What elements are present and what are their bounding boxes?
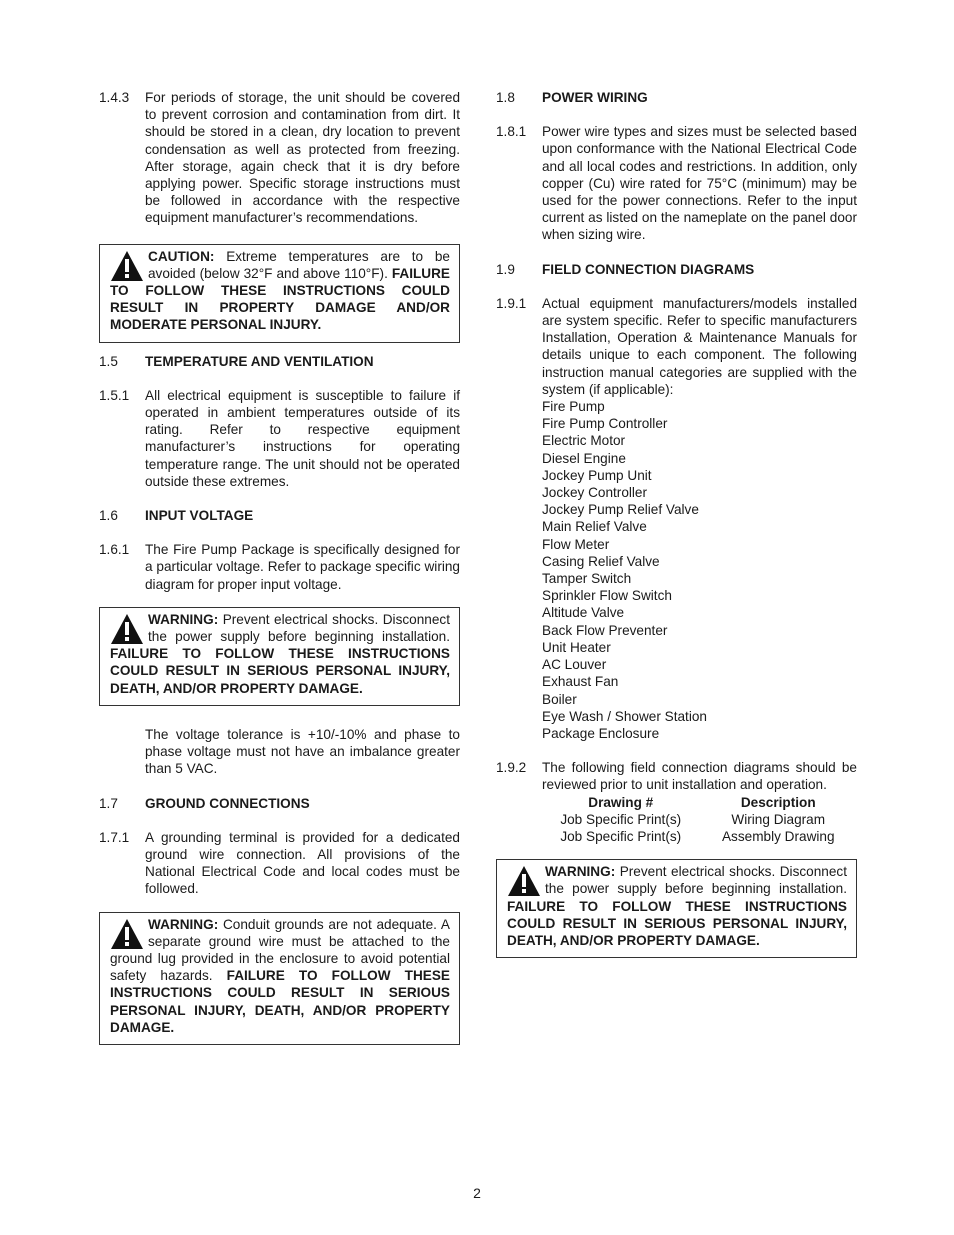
section-number: 1.9.2 [496,760,527,776]
drawings-table [542,794,857,846]
caution-box [99,244,460,343]
section-number: 1.8.1 [496,124,527,140]
page-number: 2 [473,1185,481,1201]
warning-bold-text: FAILURE TO FOLLOW THESE INSTRUCTIONS COULD RESULT IN SERIOUS PERSONAL INJURY, DEATH, AND/OR PROPERTY DAMAGE. [507,898,847,948]
list-item: Altitude Valve [542,605,625,621]
section-1-5 [99,353,460,370]
warning-bold-text: FAILURE TO FOLLOW THESE INSTRUCTIONS COULD RESULT IN SERIOUS PERSONAL INJURY, DEATH, AND/OR PROPERTY DAMAGE. [110,968,451,1035]
section-number: 1.5 [99,353,118,369]
list-item: Boiler [542,691,577,707]
warning-bold-text: FAILURE TO FOLLOW THESE INSTRUCTIONS COULD RESULT IN SERIOUS PERSONAL INJURY, DEATH, AND/OR PROPERTY DAMAGE. [110,646,450,696]
warning-triangle-icon [110,918,144,950]
warning-text: Prevent electrical shocks. Disconnect the power supply before beginning installation. [545,864,847,897]
table-header-description: Description [740,794,816,810]
section-1-6-1 [99,541,460,593]
table-cell: Assembly Drawing [721,828,835,844]
caution-label: CAUTION: [148,248,215,264]
section-number: 1.5.1 [99,387,130,403]
warning-triangle-icon [110,250,144,282]
table-cell: Job Specific Print(s) [560,811,682,827]
section-1-6 [99,507,460,524]
section-text: For periods of storage, the unit should be covered to prevent corrosion and contamination from dirt. It should be stored in a clean, dry location to prevent condensation as well as protected from freezing. After storage, again check that it is dry before applying power. Specific storage instructions must be followed in accordance with the respective equipment manufacturer’s recommendations. [145,90,460,226]
manual-category-list [542,398,857,742]
section-heading: FIELD CONNECTION DIAGRAMS [542,261,755,277]
warning-label: WARNING: [148,611,219,627]
section-1-8-1 [496,123,857,243]
list-item: Eye Wash / Shower Station [542,708,707,724]
list-item: Jockey Pump Unit [542,467,652,483]
section-text: Actual equipment manufacturers/models installed are system specific. Refer to specific manufacturers Installation, Operation & Maintenance Manuals for details unique to each component. The following instruction manual categories are supplied with the system (if applicable): [542,295,857,397]
section-number: 1.7 [99,795,118,811]
section-number: 1.4.3 [99,90,130,105]
list-item: Back Flow Preventer [542,622,668,638]
section-text: Power wire types and sizes must be selected based upon conformance with the National Electrical Code and all local codes and restrictions. In addition, only copper (Cu) wire rated for 75°C (minimum) may be used for the power connections. Refer to the input current as listed on the nameplate on the panel door when sizing wire. [542,124,857,243]
warning-text: Prevent electrical shocks. Disconnect the power supply before beginning installation. [148,611,450,645]
list-item: Fire Pump [542,399,605,415]
section-number: 1.7.1 [99,829,130,845]
warning-box [99,912,460,1045]
section-1-8 [496,89,857,106]
right-column [496,89,857,968]
warning-text: Conduit grounds are not adequate. A separate ground wire must be attached to the ground lug provided in the enclosure to avoid potential safety hazards. [110,916,450,984]
left-column [99,89,460,1055]
section-number: 1.6 [99,508,118,524]
section-1-9-2 [496,759,857,845]
caution-bold-text: FAILURE TO FOLLOW THESE INSTRUCTIONS COULD RESULT IN PROPERTY DAMAGE AND/OR MODERATE PERSONAL INJURY. [110,265,450,333]
table-cell: Job Specific Print(s) [560,828,682,844]
section-heading: TEMPERATURE AND VENTILATION [145,353,374,369]
list-item: Package Enclosure [542,725,660,741]
list-item: Flow Meter [542,536,610,552]
section-number: 1.9 [496,261,515,277]
section-text: All electrical equipment is susceptible to failure if operated in ambient temperatures outside of its rating. Refer to respective equipment manufacturer’s instructions for operating temperature range. The unit should not be operated outside these extremes. [145,387,460,489]
list-item: Unit Heater [542,639,611,655]
voltage-tolerance-note: The voltage tolerance is +10/-10% and phase to phase voltage must not have an imbalance greater than 5 VAC. [145,726,460,777]
list-item: Sprinkler Flow Switch [542,588,672,604]
section-text: A grounding terminal is provided for a dedicated ground wire connection. All provisions of the National Electrical Code and local codes must be followed. [145,829,460,897]
list-item: Jockey Controller [542,485,648,501]
section-1-7-1 [99,829,460,898]
list-item: Exhaust Fan [542,674,619,690]
list-item: Tamper Switch [542,571,632,587]
table-header-drawing: Drawing # [588,794,654,810]
warning-box [496,859,857,958]
section-number: 1.8 [496,90,515,105]
warning-triangle-icon [110,613,144,645]
caution-text: Extreme temperatures are to be avoided (below 32°F and above 110°F). [148,248,450,281]
warning-label: WARNING: [148,916,219,932]
list-item: Casing Relief Valve [542,553,660,569]
section-1-5-1 [99,387,460,490]
list-item: AC Louver [542,657,607,673]
list-item: Jockey Pump Relief Valve [542,502,699,518]
section-number: 1.9.1 [496,295,527,311]
section-number: 1.6.1 [99,542,130,558]
section-heading: INPUT VOLTAGE [145,508,254,524]
list-item: Fire Pump Controller [542,416,668,432]
section-1-9 [496,261,857,278]
section-heading: POWER WIRING [542,90,648,105]
list-item: Diesel Engine [542,450,626,466]
section-1-7 [99,795,460,812]
warning-box [99,607,460,706]
section-1-4-3 [99,89,460,227]
warning-label: WARNING: [545,864,616,880]
table-cell: Wiring Diagram [731,811,826,827]
section-heading: GROUND CONNECTIONS [145,795,310,811]
list-item: Electric Motor [542,433,626,449]
warning-triangle-icon [507,865,541,897]
section-text: The following field connection diagrams should be reviewed prior to unit installation and operation. [542,760,857,793]
list-item: Main Relief Valve [542,519,647,535]
section-text: The Fire Pump Package is specifically designed for a particular voltage. Refer to package specific wiring diagram for proper input voltage. [145,542,460,592]
section-1-9-1 [496,295,857,742]
